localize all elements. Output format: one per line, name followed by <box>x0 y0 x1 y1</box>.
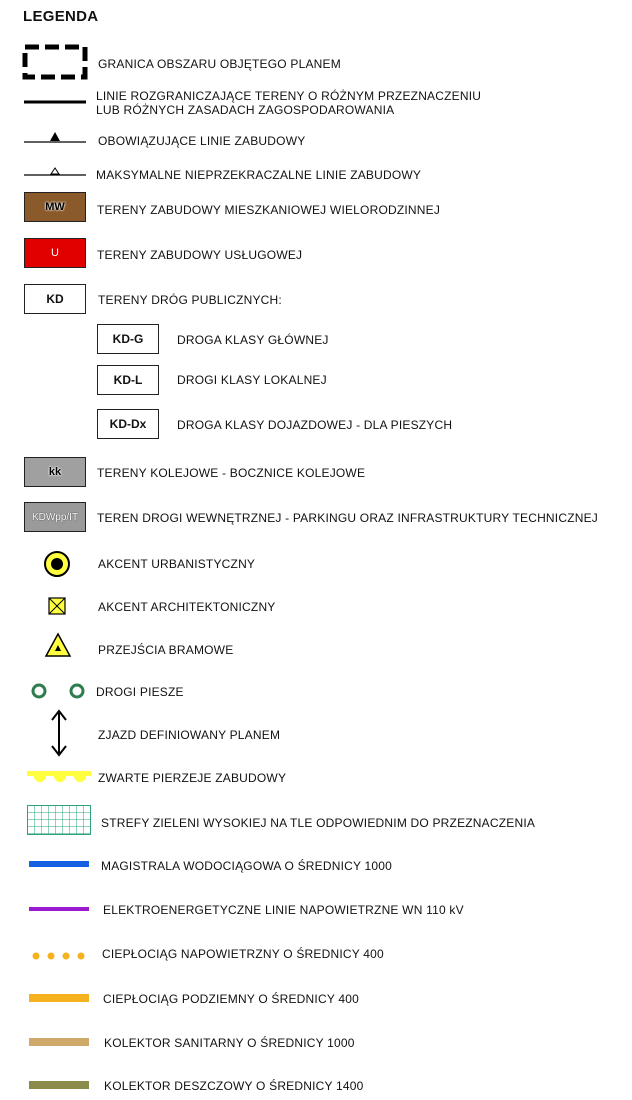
urban-accent-icon <box>43 550 71 578</box>
label-u: TERENY ZABUDOWY USŁUGOWEJ <box>97 248 303 262</box>
label-kdg: DROGA KLASY GŁÓWNEJ <box>177 333 329 347</box>
u-swatch: U <box>24 238 86 268</box>
label-dividing-line-1: LINIE ROZGRANICZAJĄCE TERENY O RÓŻNYM PRZEZNACZENIU <box>96 89 482 103</box>
green-zone-swatch <box>27 805 91 835</box>
power-line <box>29 907 89 911</box>
label-kdl: DROGI KLASY LOKALNEJ <box>177 373 327 387</box>
label-water-main: MAGISTRALA WODOCIĄGOWA O ŚREDNICY 1000 <box>101 859 393 873</box>
sanitary-collector-line <box>29 1038 89 1046</box>
water-main-line <box>29 861 89 867</box>
label-dividing-line-2: LUB RÓŻNYCH ZASADACH ZAGOSPODAROWANIA <box>96 103 395 117</box>
storm-collector-line <box>29 1081 89 1089</box>
mandatory-building-line-symbol <box>22 128 88 146</box>
architectural-accent-icon <box>48 597 66 615</box>
kd-swatch: KD <box>24 284 86 314</box>
legend-title: LEGENDA <box>23 8 99 25</box>
label-heat-underground: CIEPŁOCIĄG PODZIEMNY O ŚREDNICY 400 <box>103 992 359 1006</box>
footpath-icon <box>28 682 90 700</box>
label-green: STREFY ZIELENI WYSOKIEJ NA TLE ODPOWIEDNIM DO PRZEZNACZENIA <box>101 816 536 830</box>
label-storm: KOLEKTOR DESZCZOWY O ŚREDNICY 1400 <box>104 1079 364 1093</box>
label-heat-overhead: CIEPŁOCIĄG NAPOWIETRZNY O ŚREDNICY 400 <box>102 947 384 961</box>
label-footpaths: DROGI PIESZE <box>96 685 184 699</box>
label-kdw: TEREN DROGI WEWNĘTRZNEJ - PARKINGU ORAZ INFRASTRUKTURY TECHNICZNEJ <box>97 511 598 525</box>
label-sanitary: KOLEKTOR SANITARNY O ŚREDNICY 1000 <box>104 1036 355 1050</box>
label-mw: TERENY ZABUDOWY MIESZKANIOWEJ WIELORODZINNEJ <box>97 203 441 217</box>
mw-swatch: MW <box>24 192 86 222</box>
label-kd: TERENY DRÓG PUBLICZNYCH: <box>98 293 282 307</box>
max-building-line-symbol <box>22 162 88 180</box>
kdl-swatch: KD-L <box>97 365 159 395</box>
label-architectural-accent: AKCENT ARCHITEKTONICZNY <box>98 600 276 614</box>
label-entry: ZJAZD DEFINIOWANY PLANEM <box>98 728 281 742</box>
frontage-symbol <box>26 768 92 786</box>
label-gate-passage: PRZEJŚCIA BRAMOWE <box>98 643 234 657</box>
kddx-swatch: KD-Dx <box>97 409 159 439</box>
label-urban-accent: AKCENT URBANISTYCZNY <box>98 557 256 571</box>
gate-passage-icon <box>44 632 72 658</box>
kdw-swatch: KDWpp/IT <box>24 502 86 532</box>
label-frontage: ZWARTE PIERZEJE ZABUDOWY <box>98 771 287 785</box>
label-max-building-line: MAKSYMALNE NIEPRZEKRACZALNE LINIE ZABUDOWY <box>96 168 422 182</box>
dividing-line-symbol <box>22 98 88 106</box>
plan-boundary-symbol <box>22 44 88 80</box>
label-power-line: ELEKTROENERGETYCZNE LINIE NAPOWIETRZNE WN 110 kV <box>103 903 464 917</box>
label-boundary: GRANICA OBSZARU OBJĘTEGO PLANEM <box>98 57 341 71</box>
underground-heat-pipe-line <box>29 994 89 1002</box>
label-kddx: DROGA KLASY DOJAZDOWEJ - DLA PIESZYCH <box>177 418 453 432</box>
kk-swatch: kk <box>24 457 86 487</box>
double-arrow-icon <box>48 708 70 758</box>
label-kk: TERENY KOLEJOWE - BOCZNICE KOLEJOWE <box>97 466 366 480</box>
kdg-swatch: KD-G <box>97 324 159 354</box>
label-mandatory-building-line: OBOWIĄZUJĄCE LINIE ZABUDOWY <box>98 134 306 148</box>
overhead-heat-pipe-symbol <box>28 950 94 962</box>
